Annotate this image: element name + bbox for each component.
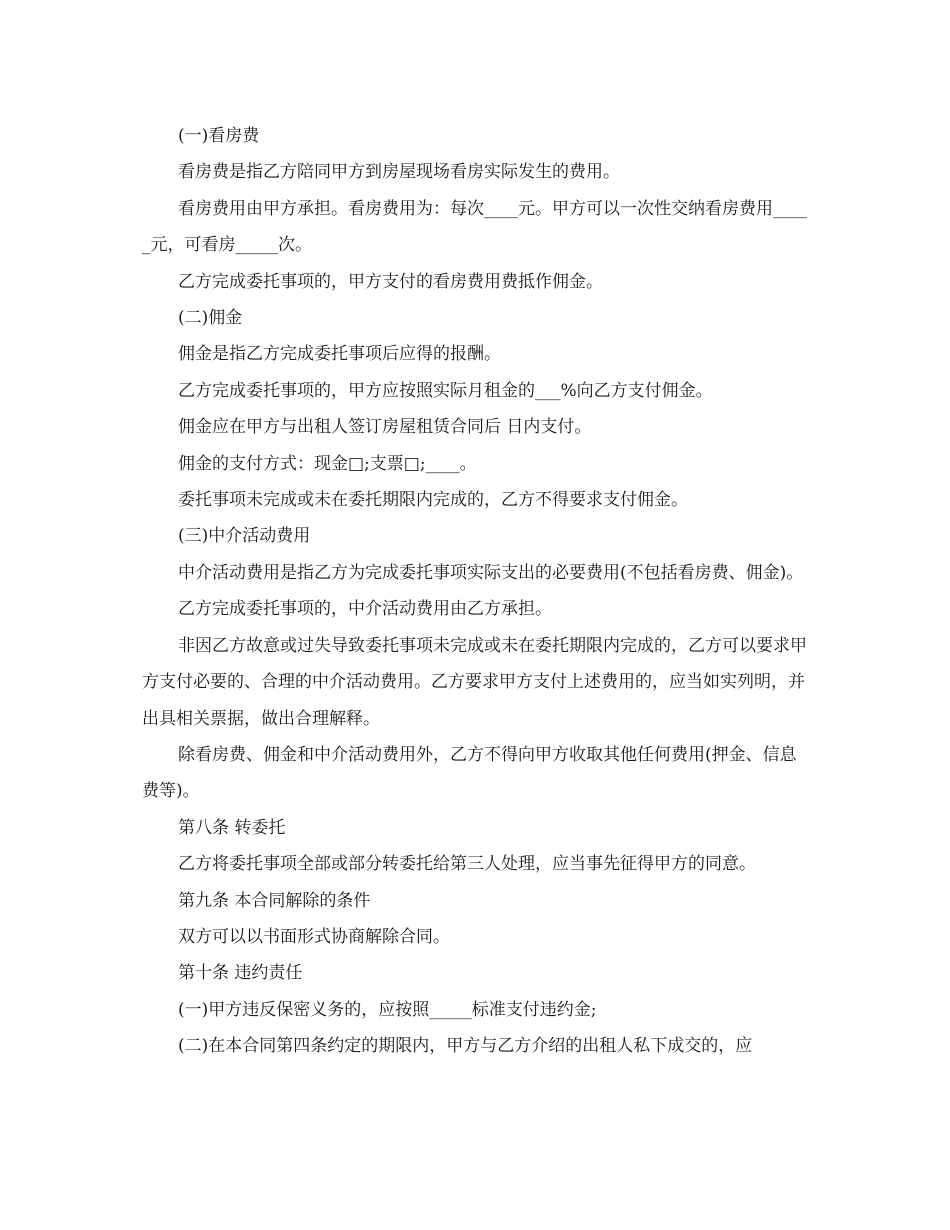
paragraph: 除看房费、佣金和中介活动费用外，乙方不得向甲方收取其他任何费用(押金、信息费等)。 [142, 744, 797, 802]
paragraph: 佣金应在甲方与出租人签订房屋租赁合同后 日内支付。 [178, 417, 592, 438]
article-heading-8: 第八条 转委托 [178, 817, 286, 838]
paragraph: 乙方将委托事项全部或部分转委托给第三人处理，应当事先征得甲方的同意。 [178, 854, 756, 875]
paragraph: 佣金的支付方式：现金□;支票□;____。 [178, 453, 477, 474]
paragraph: 双方可以以书面形式协商解除合同。 [178, 926, 450, 947]
paragraph: 看房费是指乙方陪同甲方到房屋现场看房实际发生的费用。 [178, 162, 620, 183]
paragraph: (二)在本合同第四条约定的期限内，甲方与乙方介绍的出租人私下成交的，应 [178, 1036, 753, 1057]
paragraph: 乙方完成委托事项的，甲方应按照实际月租金的___%向乙方支付佣金。 [178, 380, 713, 401]
paragraph: 非因乙方故意或过失导致委托事项未完成或未在委托期限内完成的，乙方可以要求甲方支付必要的、合理的中介活动费用。乙方要求甲方支付上述费用的，应当如实列明，并出具相关票据，做出合理解释。 [142, 635, 807, 729]
article-heading-10: 第十条 违约责任 [178, 963, 303, 984]
article-heading-9: 第九条 本合同解除的条件 [178, 890, 371, 911]
section-heading-agency-expenses: (三)中介活动费用 [178, 526, 311, 547]
section-heading-viewing-fee: (一)看房费 [178, 126, 260, 146]
paragraph: 看房费用由甲方承担。看房费用为：每次____元。甲方可以一次性交纳看房费用_____元，可看房_____次。 [142, 198, 807, 256]
contract-body [142, 118, 812, 1065]
paragraph: (一)甲方违反保密义务的，应按照_____标准支付违约金; [178, 999, 597, 1020]
paragraph: 乙方完成委托事项的，甲方支付的看房费用费抵作佣金。 [178, 271, 603, 292]
paragraph: 委托事项未完成或未在委托期限内完成的，乙方不得要求支付佣金。 [178, 490, 688, 511]
paragraph: 中介活动费用是指乙方为完成委托事项实际支出的必要费用(不包括看房费、佣金)。 [178, 562, 804, 583]
section-heading-commission: (二)佣金 [178, 308, 243, 329]
paragraph: 佣金是指乙方完成委托事项后应得的报酬。 [178, 344, 501, 365]
paragraph: 乙方完成委托事项的，中介活动费用由乙方承担。 [178, 599, 552, 620]
